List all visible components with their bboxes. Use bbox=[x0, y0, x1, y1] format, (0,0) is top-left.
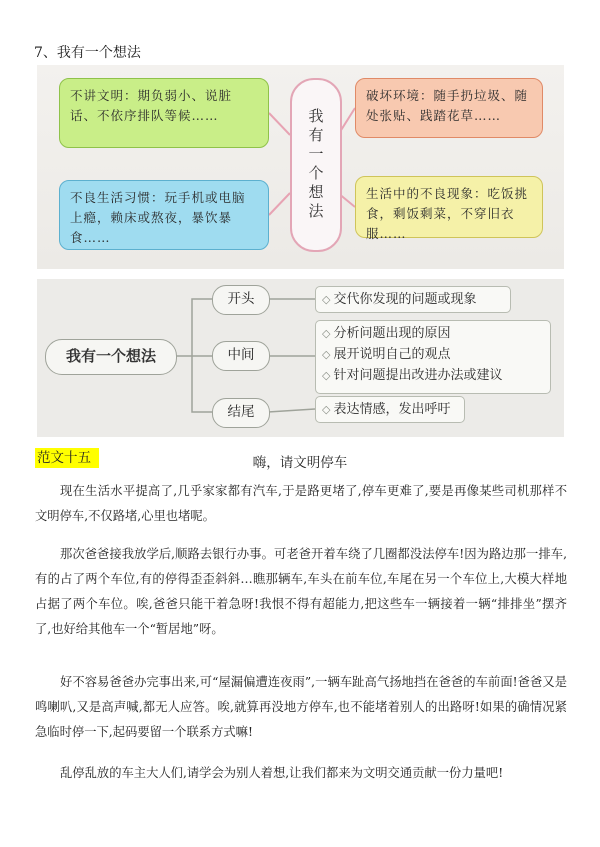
diamond-icon: ◇ bbox=[322, 348, 331, 361]
essay-label: 范文十五 bbox=[35, 448, 99, 468]
structure-items-ending bbox=[315, 396, 465, 423]
structure-node-middle: 中间 bbox=[212, 341, 270, 371]
essay-title: 嗨，请文明停车 bbox=[252, 455, 348, 471]
list-item: ◇ 表达情感，发出呼吁 bbox=[322, 402, 451, 417]
list-item: ◇ 分析问题出现的原因 bbox=[322, 326, 451, 341]
mindmap-box-bad-habits: 不良生活习惯：玩手机或电脑上瘾，赖床或熬夜，暴饮暴食…… bbox=[59, 180, 269, 250]
mindmap-center-label: 我有一个想法 bbox=[306, 108, 325, 222]
list-item: ◇ 展开说明自己的观点 bbox=[322, 347, 451, 362]
structure-items-opening bbox=[315, 286, 511, 313]
structure-node-opening: 开头 bbox=[212, 285, 270, 315]
structure-image bbox=[37, 279, 564, 437]
diamond-icon: ◇ bbox=[322, 293, 331, 306]
list-item: ◇ 针对问题提出改进办法或建议 bbox=[322, 368, 503, 383]
mindmap-box-uncivil: 不讲文明：期负弱小、说脏话、不依序排队等候…… bbox=[59, 78, 269, 148]
mindmap-center bbox=[290, 78, 342, 252]
diamond-icon: ◇ bbox=[322, 403, 331, 416]
mindmap-box-bad-phenomena: 生活中的不良现象：吃饭挑食，剩饭剩菜，不穿旧衣服…… bbox=[355, 176, 543, 238]
structure-node-ending: 结尾 bbox=[212, 398, 270, 428]
essay-paragraph: 好不容易爸爸办完事出来,可“屋漏偏遭连夜雨”,一辆车趾高气扬地挡在爸爸的车前面!爸爸又是鸣喇叭,又是高声喊,都无人应答。唉,就算再没地方停车,也不能堵着别人的出路呀!如果的确情况紧急临时停一下,起码要留一个联系方式嘛! bbox=[35, 675, 567, 739]
structure-root: 我有一个想法 bbox=[45, 339, 177, 375]
structure-items-middle bbox=[315, 320, 551, 394]
list-item: ◇ 交代你发现的问题或现象 bbox=[322, 292, 477, 307]
diamond-icon: ◇ bbox=[322, 327, 331, 340]
diamond-icon: ◇ bbox=[322, 369, 331, 382]
essay-paragraph: 那次爸爸接我放学后,顺路去银行办事。可老爸开着车绕了几圈都没法停车!因为路边那一排车,有的占了两个车位,有的停得歪歪斜斜…瞧那辆车,车头在前车位,车尾在另一个车位上,大模大样地占据了两个车位。唉,爸爸只能干着急呀!我恨不得有超能力,把这些车一辆接着一辆“排排坐”摆齐了,也好给其他车一个“暂居地”呀。 bbox=[35, 547, 567, 636]
mindmap-box-environment: 破坏环境：随手扔垃圾、随处张贴、践踏花草…… bbox=[355, 78, 543, 138]
mindmap-image bbox=[37, 65, 564, 269]
essay-paragraph: 现在生活水平提高了,几乎家家都有汽车,于是路更堵了,停车更难了,要是再像某些司机那样不文明停车,不仅路堵,心里也堵呢。 bbox=[35, 484, 567, 523]
essay-paragraph: 乱停乱放的车主大人们,请学会为别人着想,让我们都来为文明交通贡献一份力量吧! bbox=[60, 766, 504, 780]
section-heading: 7、我有一个想法 bbox=[34, 45, 141, 61]
